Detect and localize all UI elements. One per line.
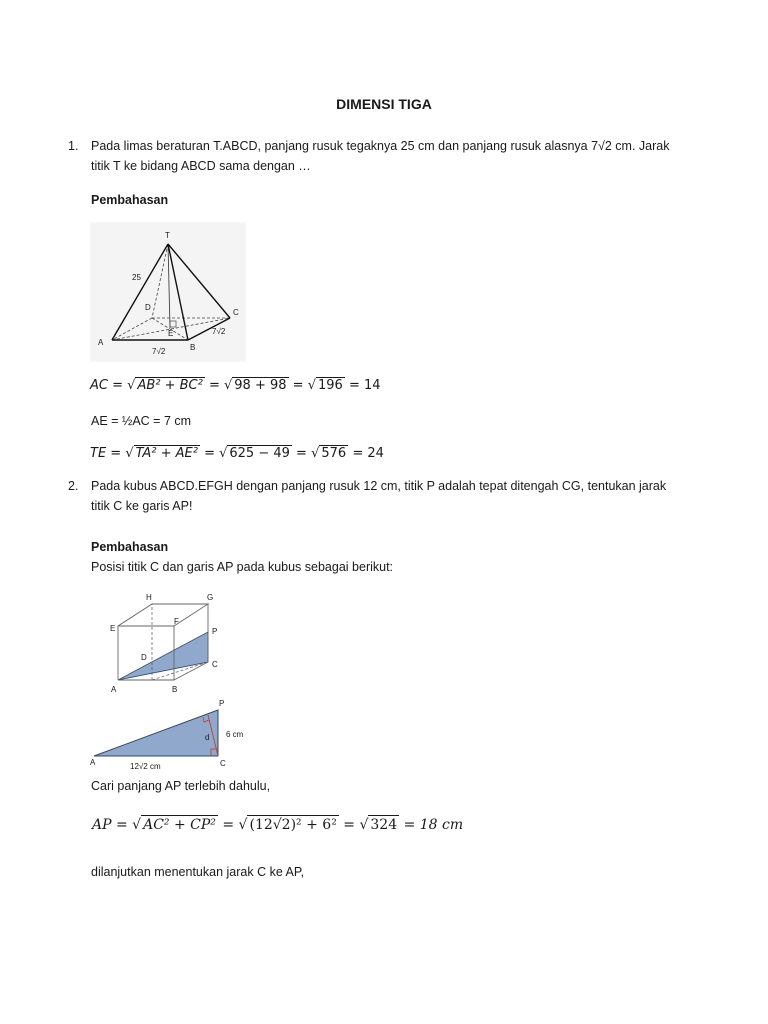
label-side: 7√2 xyxy=(212,327,226,336)
eq-te-result: 24 xyxy=(367,446,384,461)
label-b: B xyxy=(190,343,196,352)
eq-ap-result: 18 cm xyxy=(419,817,464,833)
solution-heading-1: Pembahasan xyxy=(91,193,169,207)
eq-ac-result: 14 xyxy=(363,378,381,393)
solution-step-2: dilanjutkan menentukan jarak C ke AP, xyxy=(91,865,305,879)
question-2-line-1: Pada kubus ABCD.EFGH dengan panjang rusuk 12 cm, titik P adalah tepat ditengah CG, tentukan jarak xyxy=(91,479,667,493)
label-edge: 25 xyxy=(132,273,141,282)
solution-intro-2: Posisi titik C dan garis AP pada kubus sebagai berikut: xyxy=(91,560,394,574)
pyramid-figure xyxy=(90,222,246,362)
question-1-line-1: Pada limas beraturan T.ABCD, panjang rusuk tegaknya 25 cm dan panjang rusuk alasnya 7√2 cm. Jarak xyxy=(91,139,670,153)
cube-label-d: D xyxy=(141,653,147,662)
eq-te-lhs: TE xyxy=(90,446,107,461)
tri-label-base: 12√2 cm xyxy=(130,762,161,771)
equation-te: TE = √ TA² + AE² = √ 625 − 49 = √ 576 = 24 xyxy=(90,446,384,461)
solution-step-1: Cari panjang AP terlebih dahulu, xyxy=(91,779,271,793)
question-number-2: 2. xyxy=(68,479,79,493)
eq-ap-inner: 12√2 xyxy=(254,817,291,833)
tri-label-d: d xyxy=(205,733,210,742)
label-base: 7√2 xyxy=(152,347,166,356)
label-t: T xyxy=(165,231,170,240)
tri-label-a: A xyxy=(90,758,96,767)
question-1-line-2: titik T ke bidang ABCD sama dengan … xyxy=(91,159,311,173)
tri-label-c: C xyxy=(220,759,226,768)
eq-te-radicand-1: TA² + AE² xyxy=(135,446,198,461)
eq-ac-lhs: AC xyxy=(90,378,108,393)
label-d: D xyxy=(145,303,151,312)
question-2-line-2: titik C ke garis AP! xyxy=(91,499,193,513)
eq-ap-radicand-2: + 6² xyxy=(306,817,337,833)
cube-label-e: E xyxy=(110,624,116,633)
eq-ac-radicand-3: 196 xyxy=(317,378,343,393)
label-a: A xyxy=(98,338,104,347)
tri-label-p: P xyxy=(219,699,225,708)
eq-ap-radicand-1: AC² + CP² xyxy=(143,817,216,833)
equation-ae: AE = ½AC = 7 cm xyxy=(91,414,192,428)
eq-ap-radicand-3: 324 xyxy=(370,817,398,833)
solution-heading-2: Pembahasan xyxy=(91,540,169,554)
label-e: E xyxy=(168,329,174,338)
cube-figure xyxy=(100,586,240,698)
eq-te-radicand-3: 576 xyxy=(321,446,347,461)
eq-te-radicand-2: 625 − 49 xyxy=(229,446,290,461)
cube-label-a: A xyxy=(111,685,117,694)
cube-label-b: B xyxy=(172,685,178,694)
question-number-1: 1. xyxy=(68,139,79,153)
cube-label-h: H xyxy=(146,593,152,602)
cube-label-f: F xyxy=(174,617,179,626)
eq-ap-lhs: AP xyxy=(92,817,112,833)
cube-label-g: G xyxy=(207,593,214,602)
equation-ap: AP = √ AC² + CP² = √ (12√2)² + 6² = √ 324 = 18 cm xyxy=(92,817,464,833)
equation-ac: AC = √ AB² + BC² = √ 98 + 98 = √ 196 = 14 xyxy=(90,378,381,393)
page-title: DIMENSI TIGA xyxy=(336,96,432,112)
cube-label-p: P xyxy=(212,627,218,636)
label-c: C xyxy=(233,308,239,317)
triangle-figure xyxy=(86,698,256,776)
cube-label-c: C xyxy=(212,660,218,669)
eq-ac-radicand-1: AB² + BC² xyxy=(137,378,203,393)
eq-ac-radicand-2: 98 + 98 xyxy=(234,378,287,393)
tri-label-height: 6 cm xyxy=(226,730,244,739)
